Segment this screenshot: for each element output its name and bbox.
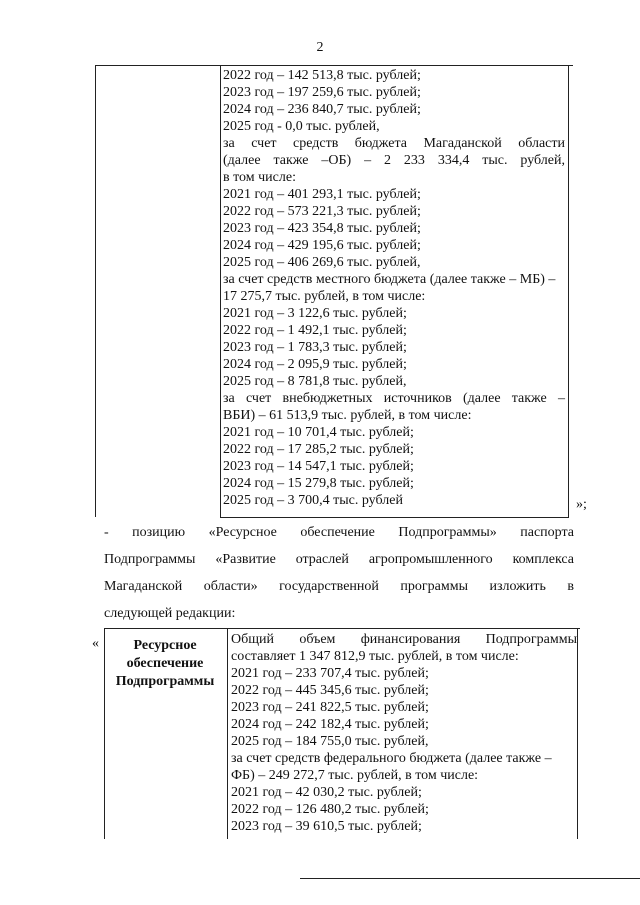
funding-line: 2023 год – 1 783,3 тыс. рублей;	[223, 340, 407, 355]
funding-line: 2022 год – 445 345,6 тыс. рублей;	[231, 683, 429, 698]
amendment-paragraph-line: Подпрограммы «Развитие отраслей агропромышленного комплекса	[104, 552, 574, 567]
table-funding-text	[223, 67, 565, 509]
funding-line: 2023 год – 197 259,6 тыс. рублей;	[223, 85, 421, 100]
funding-line: 2021 год – 10 701,4 тыс. рублей;	[223, 425, 414, 440]
funding-table-continued	[95, 65, 573, 517]
header-line: Подпрограммы	[115, 674, 215, 689]
funding-line: 2025 год – 406 269,6 тыс. рублей,	[223, 255, 421, 270]
funding-line: 2022 год – 573 221,3 тыс. рублей;	[223, 204, 421, 219]
funding-line: ВБИ) – 61 513,9 тыс. рублей, в том числе:	[223, 408, 472, 423]
funding-line: 2024 год – 429 195,6 тыс. рублей;	[223, 238, 421, 253]
funding-line: за счет внебюджетных источников (далее также –	[223, 391, 565, 406]
funding-line: ФБ) – 249 272,7 тыс. рублей, в том числе:	[231, 768, 479, 783]
funding-line: 2024 год – 236 840,7 тыс. рублей;	[223, 102, 421, 117]
funding-line: 17 275,7 тыс. рублей, в том числе:	[223, 289, 426, 304]
funding-line: 2022 год – 126 480,2 тыс. рублей;	[231, 802, 429, 817]
funding-line: 2023 год – 39 610,5 тыс. рублей;	[231, 819, 422, 834]
funding-line: 2021 год – 3 122,6 тыс. рублей;	[223, 306, 407, 321]
funding-line: 2022 год – 17 285,2 тыс. рублей;	[223, 442, 414, 457]
header-line: Ресурсное	[133, 638, 197, 653]
amendment-paragraph-line: - позицию «Ресурсное обеспечение Подпрограммы» паспорта	[104, 525, 574, 540]
funding-line: 2021 год – 401 293,1 тыс. рублей;	[223, 187, 421, 202]
table-left-cell	[95, 65, 221, 517]
funding-line: 2024 год – 15 279,8 тыс. рублей;	[223, 476, 414, 491]
funding-line: 2025 год – 8 781,8 тыс. рублей,	[223, 374, 407, 389]
funding-line: составляет 1 347 812,9 тыс. рублей, в том числе:	[231, 649, 519, 664]
page-number: 2	[316, 40, 324, 55]
funding-line: Общий объем финансирования Подпрограммы	[231, 632, 577, 647]
opening-quote: «	[92, 636, 99, 651]
funding-line: за счет средств федерального бюджета (далее также –	[231, 751, 552, 766]
funding-line: 2023 год – 423 354,8 тыс. рублей;	[223, 221, 421, 236]
amendment-paragraph-line: следующей редакции:	[104, 606, 236, 621]
funding-line: 2025 год – 184 755,0 тыс. рублей,	[231, 734, 429, 749]
funding-line: 2022 год – 142 513,8 тыс. рублей;	[223, 68, 421, 83]
funding-line: 2025 год - 0,0 тыс. рублей,	[223, 119, 380, 134]
funding-line: 2024 год – 242 182,4 тыс. рублей;	[231, 717, 429, 732]
funding-line: (далее также –ОБ) – 2 233 334,4 тыс. рублей,	[223, 153, 565, 168]
page-bottom-rule	[300, 878, 640, 879]
amendment-paragraph-line: Магаданской области» государственной программы изложить в	[104, 579, 574, 594]
funding-line: в том числе:	[223, 170, 296, 185]
closing-quote: »;	[576, 497, 587, 512]
funding-line: 2025 год – 3 700,4 тыс. рублей	[223, 493, 403, 508]
resource-table	[104, 628, 580, 839]
resource-funding-text	[231, 631, 577, 835]
header-line: обеспечение	[126, 656, 204, 671]
funding-line: 2021 год – 233 707,4 тыс. рублей;	[231, 666, 429, 681]
funding-line: 2021 год – 42 030,2 тыс. рублей;	[231, 785, 422, 800]
table-row-header	[106, 637, 224, 691]
funding-line: 2024 год – 2 095,9 тыс. рублей;	[223, 357, 407, 372]
funding-line: 2022 год – 1 492,1 тыс. рублей;	[223, 323, 407, 338]
funding-line: 2023 год – 241 822,5 тыс. рублей;	[231, 700, 429, 715]
funding-line: за счет средств местного бюджета (далее также – МБ) –	[223, 272, 556, 287]
funding-line: за счет средств бюджета Магаданской области	[223, 136, 565, 151]
funding-line: 2023 год – 14 547,1 тыс. рублей;	[223, 459, 414, 474]
